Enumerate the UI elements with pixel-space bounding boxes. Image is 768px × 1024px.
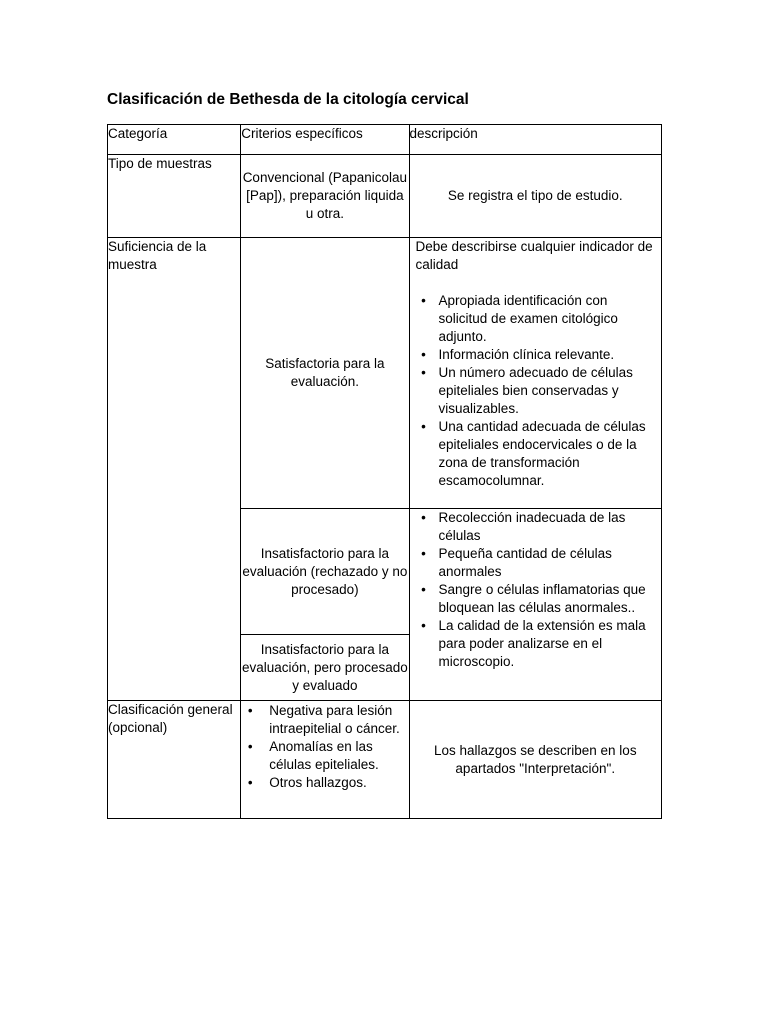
- criteria-clasificacion: [241, 701, 409, 819]
- list-item: • Negativa para lesión intraepitelial o cáncer.: [241, 702, 408, 738]
- table-row-satisfactoria: [108, 238, 662, 509]
- category-suficiencia: Suficiencia de la muestra: [108, 238, 241, 701]
- bullet-icon: •: [421, 618, 426, 633]
- criteria-satisfactoria: Satisfactoria para la evaluación.: [241, 238, 409, 509]
- category-tipo-muestras: Tipo de muestras: [108, 155, 241, 238]
- insatisfactorio-bullet-list: [410, 509, 661, 671]
- bullet-icon: •: [421, 347, 426, 362]
- clasificacion-bullet-list: [241, 702, 408, 792]
- bullet-icon: •: [247, 703, 253, 718]
- description-satisfactoria: [409, 238, 661, 509]
- table-row-tipo-muestras: [108, 155, 662, 238]
- criteria-insatisfactorio-rechazado: Insatisfactorio para la evaluación (rechazado y no procesado): [241, 509, 409, 635]
- list-item: • Anomalías en las células epiteliales.: [241, 738, 408, 774]
- description-tipo-muestras: Se registra el tipo de estudio.: [409, 155, 661, 238]
- list-item: • Una cantidad adecuada de células epiteliales endocervicales o de la zona de transformación escamocolumnar.: [410, 418, 661, 490]
- description-insatisfactorio: [409, 509, 661, 701]
- list-item: • La calidad de la extensión es mala para poder analizarse en el microscopio.: [410, 617, 661, 671]
- category-clasificacion: Clasificación general (opcional): [108, 701, 241, 819]
- header-categoria: Categoría: [108, 125, 241, 155]
- list-item: • Pequeña cantidad de células anormales: [410, 545, 661, 581]
- bethesda-table: [107, 124, 662, 819]
- bullet-icon: •: [421, 546, 426, 561]
- bullet-icon: •: [421, 510, 426, 525]
- list-item: • Información clínica relevante.: [410, 346, 661, 364]
- bullet-icon: •: [421, 365, 426, 380]
- satisfactoria-bullet-list: [410, 292, 661, 490]
- list-item: • Sangre o células inflamatorias que bloquean las células anormales..: [410, 581, 661, 617]
- bullet-icon: •: [421, 293, 426, 308]
- bullet-icon: •: [421, 419, 426, 434]
- criteria-insatisfactorio-procesado: Insatisfactorio para la evaluación, pero procesado y evaluado: [241, 635, 409, 701]
- table-row-clasificacion: [108, 701, 662, 819]
- page-title: Clasificación de Bethesda de la citología cervical: [107, 91, 469, 108]
- table-header-row: [108, 125, 662, 155]
- header-criterios: Criterios específicos: [241, 125, 409, 155]
- description-clasificacion: Los hallazgos se describen en los apartados "Interpretación".: [409, 701, 661, 819]
- bullet-icon: •: [247, 739, 253, 754]
- description-intro: Debe describirse cualquier indicador de calidad: [415, 239, 653, 272]
- criteria-tipo-muestras: Convencional (Papanicolau [Pap]), preparación liquida u otra.: [241, 155, 409, 238]
- bullet-icon: •: [247, 775, 253, 790]
- bullet-icon: •: [421, 582, 426, 597]
- header-descripcion: descripción: [409, 125, 661, 155]
- list-item: • Recolección inadecuada de las células: [410, 509, 661, 545]
- list-item: • Apropiada identificación con solicitud de examen citológico adjunto.: [410, 292, 661, 346]
- list-item: • Un número adecuado de células epiteliales bien conservadas y visualizables.: [410, 364, 661, 418]
- list-item: • Otros hallazgos.: [241, 774, 408, 792]
